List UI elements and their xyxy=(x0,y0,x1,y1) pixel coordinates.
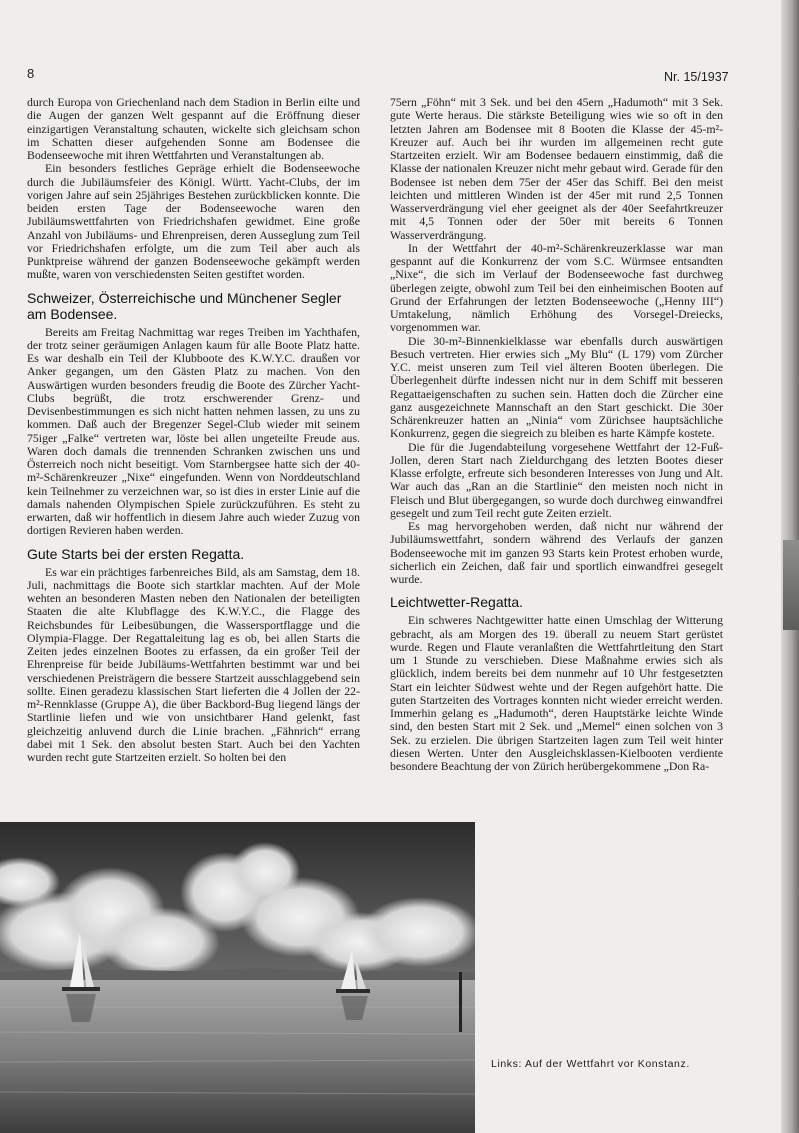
issue-number: Nr. 15/1937 xyxy=(664,70,729,84)
section-heading: Gute Starts bei der ersten Regatta. xyxy=(27,545,245,562)
paragraph: Es war ein prächtiges farbenreiches Bild, als am Samstag, dem 18. Juli, nachmittags die Boote sich startklar machten. Auf der Mole wehten an besonderen Masten neben den Nationalen der beteiligten Staaten die alte Klubflagge des K.W.Y.C., die Flagge des Reichsbundes für Leibesübungen, die Wassersportflagge und die Olympia-Flagge. Der Regattaleitung lag es ob, bei allen Starts die Zeiten jedes einzelnen Bootes zu erfassen, da ein großer Teil der Ehrenpreise für beide Jubiläums-Wettfahrten bestimmt war und bei verschiedenen Preisträgern die bessere Startzeit ausschlaggebend sein sollte. Einen geradezu klassischen Start lieferten die 4 Jollen der 22-m²-Rennklasse (Gruppe A), die über Backbord-Bug liegend längs der Startlinie liefen und wie von unsichtbarer Hand gelenkt, fast gleichzeitig anluvend durch die Linie brachen. „Fähnrich“ errang dabei mit 1 Sek. den absolut besten Start. Auch bei den Yachten wurden recht gute Startzeiten erzielt. So holten bei den xyxy=(27,564,360,764)
paragraph: Es mag hervorgehoben werden, daß nicht nur während der Jubiläumswettfahrt, sondern während des Verlaufs der ganzen Bodenseewoche mit im ganzen 93 Starts kein Protest erhoben wurde, sicherlich ein Zeichen, daß fair und sportlich einwandfrei gesegelt wurde. xyxy=(390,519,723,586)
sailing-photo xyxy=(0,822,475,1133)
right-column xyxy=(390,96,723,773)
paragraph: Ein besonders festliches Gepräge erhielt die Bodenseewoche durch die Jubiläumsfeier des Königl. Württ. Yacht-Clubs, der im vorigen Jahre auf sein 25jähriges Bestehen zurückblicken konnte. Die beiden ersten Tage der Bodenseewoche waren den Jubiläumswettfahrten von Friedrichshafen gewidmet. Eine große Anzahl von Jubiläums- und Ehrenpreisen, deren Ausseglung zum Teil vor Friedrichshafen erfolgte, um die zum Teil aber auch als Punktpreise während der ganzen Bodenseewoche gekämpft werden mußte, waren von verschiedensten Seiten gestiftet worden. xyxy=(27,161,360,282)
paragraph: Ein schweres Nachtgewitter hatte einen Umschlag der Witterung gebracht, als am Morgen des 19. überall zu neuem Start gerüstet wurde. Regen und Flaute veranlaßten die Wettfahrtleitung den Start um 1 Stunde zu verschieben. Diese Maßnahme erwies sich als glücklich, indem bereits bei dem nunmehr auf 10 Uhr festgesetzten Start ein leichter Südwest wehte und der Regen aufgehört hatte. Die guten Startzeiten des Vortrages konnten nicht wieder erreicht werden. Immerhin gelang es „Hadumoth“, deren Hauptstärke leichte Winde sind, den besten Start mit 2 Sek. und „Memel“ einen solchen von 3 Sek. zu erzielen. Die übrigen Startzeiten lagen zum Teil weit hinter diesen Werten. Unter den Ausgleichsklassen-Kielbooten verdiente besondere Beachtung der von Zürich herübergekommene „Don Ra- xyxy=(390,613,723,773)
paragraph: Die 30-m²-Binnenkielklasse war ebenfalls durch auswärtigen Besuch vertreten. Hier erwies sich „My Blu“ (L 179) vom Zürcher Y.C. meist unseren zum Teil viel älteren Booten überlegen. Die Überlegenheit dürfte indessen nicht nur in dem Schiff mit besseren Regattaeigenschaften zu suchen sein. Hatten doch die Zürcher eine ganz ausgezeichnete Mannschaft an den Start geschickt. Die 30er Schärenkreuzer hatten an „Ninia“ vom Zürichsee hauptsächliche Konkurrenz, gegen die siegreich zu bleiben es harte Kämpfe kostete. xyxy=(390,333,723,441)
page-number: 8 xyxy=(27,66,35,81)
photo-caption: Links: Auf der Wettfahrt vor Konstanz. xyxy=(491,1058,690,1070)
adjacent-page-photo-edge xyxy=(783,540,799,630)
section-heading: Leichtwetter-Regatta. xyxy=(390,594,524,611)
section-heading: Schweizer, Österreichische und Münchener Segler am Bodensee. xyxy=(27,289,342,322)
paragraph: Die für die Jugendabteilung vorgesehene Wettfahrt der 12-Fuß-Jollen, deren Start nach Zieldurchgang des letzten Bootes dieser Klasse erfolgte, erfreute sich besonderen Interesses von Jung und Alt. War auch das „Ran an die Startlinie“ den meisten noch nicht in Fleisch und Blut übergegangen, so wurde doch durchweg einwandfrei gesegelt und zum Teil recht gute Zeiten erzielt. xyxy=(390,439,723,520)
left-column xyxy=(27,96,360,764)
paragraph: 75ern „Föhn“ mit 3 Sek. und bei den 45ern „Hadumoth“ mit 3 Sek. gute Werte heraus. Die stärkste Beteiligung wies wie so oft in den letzten Jahren am Bodensee mit 8 Booten die Klasse der 45-m²-Kreuzer auf. Auch bei ihr wurden im allgemeinen recht gute Startzeiten erzielt. Wir am Bodensee bedauern einstimmig, daß die Klasse der nationalen Kreuzer nicht mehr gebaut wird. Gerade für den Bodensee ist neben dem 75er der 45er das Schiff. Bei den meist leichten und mittleren Winden ist der 45er mit rund 2,5 Tonnen Wasserverdrängung viel eher geeignet als der 40er Seefahrtkreuzer mit 4,5 Tonnen oder der 50er mit bereits 6 Tonnen Wasserverdrängung. xyxy=(390,95,723,242)
paragraph: Bereits am Freitag Nachmittag war reges Treiben im Yachthafen, der trotz seiner geräumigen Anlagen kaum für alle Boote Platz hatte. Es war deshalb ein Teil der Klubboote des K.W.Y.C. draußen vor Anker gegangen, um den Gästen Platz zu machen. Von den Auswärtigen wurden besonders freudig die Boote des Zürcher Yacht-Clubs begrüßt, die trotz erschwerender Grenz- und Devisenbestimmungen es sich nicht hatten nehmen lassen, zu uns zu kommen. Daß auch der Bregenzer Segel-Club wieder mit seinem 75iger „Falke“ vertreten war, löste bei allen ungeteilte Freude aus. Waren doch damals die trennenden Schranken zwischen uns und Österreich noch nicht beseitigt. Vom Starnbergsee hatte sich der 40-m²-Schärenkreuzer „Nixe“ eingefunden. Wenn von Norddeutschland kein Teilnehmer zu verzeichnen war, so ist dies in erster Linie auf die damals nahenden Olympischen Spiele zurückzuführen. Es steht zu erwarten, daß wir hoffentlich in diesem Jahre auch wieder Zuzug von dortigen Revieren haben werden. xyxy=(27,324,360,538)
paragraph: In der Wettfahrt der 40-m²-Schärenkreuzerklasse war man gespannt auf die Konkurrenz der vom S.C. Würmsee entsandten „Nixe“, die sich im Verlauf der Bodenseewoche fast durchweg überlegen zeigte, obwohl zum Teil bei den einheimischen Booten auf Grund der Erfahrungen der letzten Bodenseewoche („Henny III“) Umtakelung, nämlich Erhöhung des Vorsegel-Dreiecks, vorgenommen war. xyxy=(390,240,723,335)
paragraph: durch Europa von Griechenland nach dem Stadion in Berlin eilte und die Augen der ganzen Welt gespannt auf die Eröffnung dieser einzigartigen Veranstaltung schauten, wickelte sich gleichsam schon im Schatten dieser aufgehenden Sonne am Bodensee die Bodenseewoche mit ihren Wettfahrten und Veranstaltungen ab. xyxy=(27,95,360,162)
